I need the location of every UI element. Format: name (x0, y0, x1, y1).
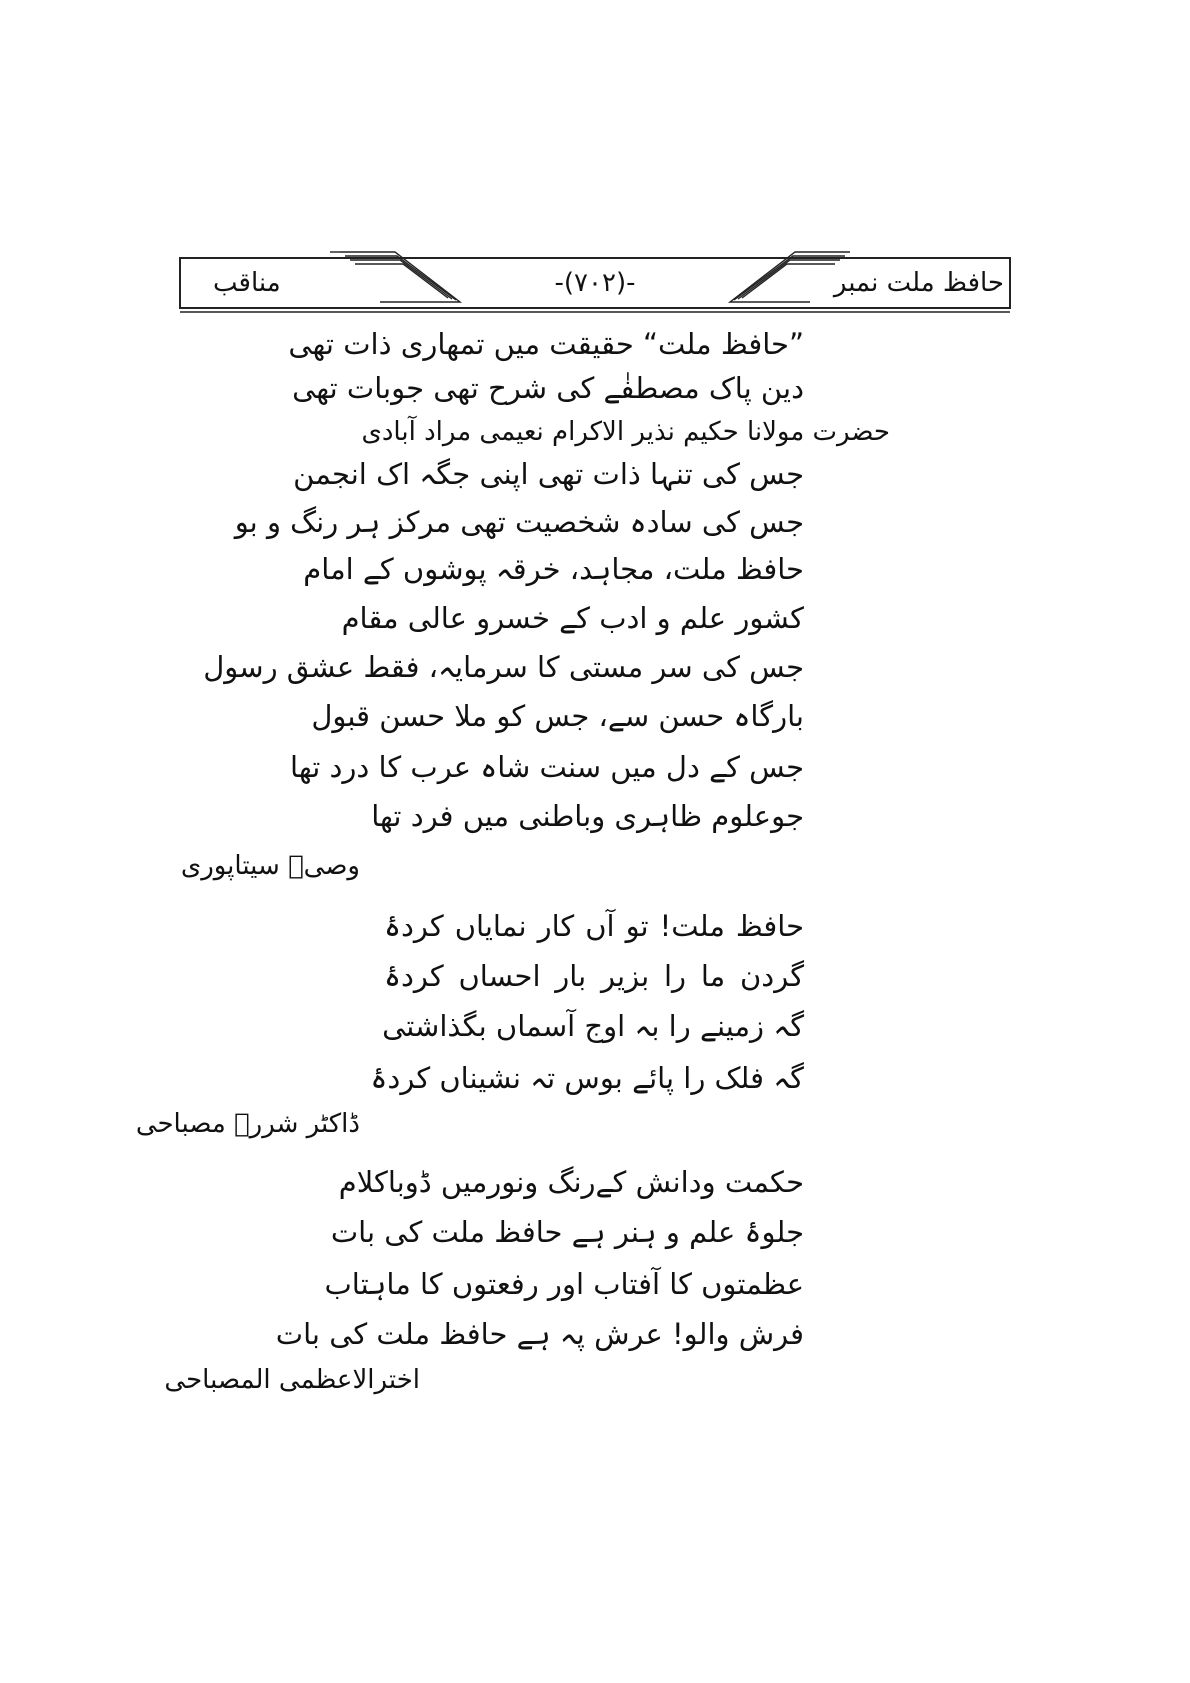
verse-line: جلوۂ علم و ہنر ہے حافظ ملت کی بات (330, 1215, 804, 1249)
verse-line: حکمت ودانش کےرنگ ونورمیں ڈوباکلام (338, 1165, 804, 1199)
verse-line: حافظ ملت، مجاہد، خرقہ پوشوں کے امام (303, 552, 804, 586)
verse-line: گہ فلک را پائے بوس تہ نشیناں کردۂ (370, 1061, 804, 1095)
verse-line: کشور علم و ادب کے خسرو عالی مقام (341, 601, 804, 635)
header-book-title: حافظ ملت نمبر (833, 268, 1004, 298)
verse-line: جس کی سر مستی کا سرمایہ، فقط عشق رسول (203, 650, 804, 684)
poet-attribution: وصیؔ سیتاپوری (180, 851, 360, 881)
verse-line: گہ زمینے را بہ اوج آسماں بگذاشتی (382, 1009, 804, 1043)
poet-attribution: ڈاکٹر شررؔ مصباحی (135, 1109, 360, 1139)
verse-line: عظمتوں کا آفتاب اور رفعتوں کا ماہتاب (324, 1267, 804, 1301)
verse-line: دین پاک مصطفٰے کی شرح تھی جوبات تھی (292, 371, 804, 405)
verse-line: جس کی سادہ شخصیت تھی مرکز ہر رنگ و بو (234, 505, 804, 539)
verse-line: جوعلوم ظاہری وباطنی میں فرد تھا (371, 799, 804, 833)
verse-line: بارگاہ حسن سے، جس کو ملا حسن قبول (311, 699, 804, 733)
header-section-title: مناقب (213, 268, 281, 298)
header-left-ornament (330, 252, 460, 302)
verse-line: گردن ما را بزیر بار احساں کردۂ (384, 959, 804, 993)
verse-line: حافظ ملت! تو آں کار نمایاں کردۂ (384, 909, 804, 943)
verse-line: جس کے دل میں سنت شاہ عرب کا درد تھا (289, 750, 804, 784)
verse-line: جس کی تنہا ذات تھی اپنی جگہ اک انجمن (293, 457, 804, 491)
verse-line: فرش والو! عرش پہ ہے حافظ ملت کی بات (275, 1317, 804, 1351)
poet-attribution: اخترالاعظمی المصباحی (164, 1365, 420, 1395)
verse-line: ”حافظ ملت“ حقیقت میں تمھاری ذات تھی (288, 327, 804, 361)
page-number: -(۷۰۲)- (554, 268, 636, 298)
poet-attribution: حضرت مولانا حکیم نذیر الاکرام نعیمی مراد آبادی (361, 417, 890, 447)
header-right-ornament (730, 252, 850, 302)
